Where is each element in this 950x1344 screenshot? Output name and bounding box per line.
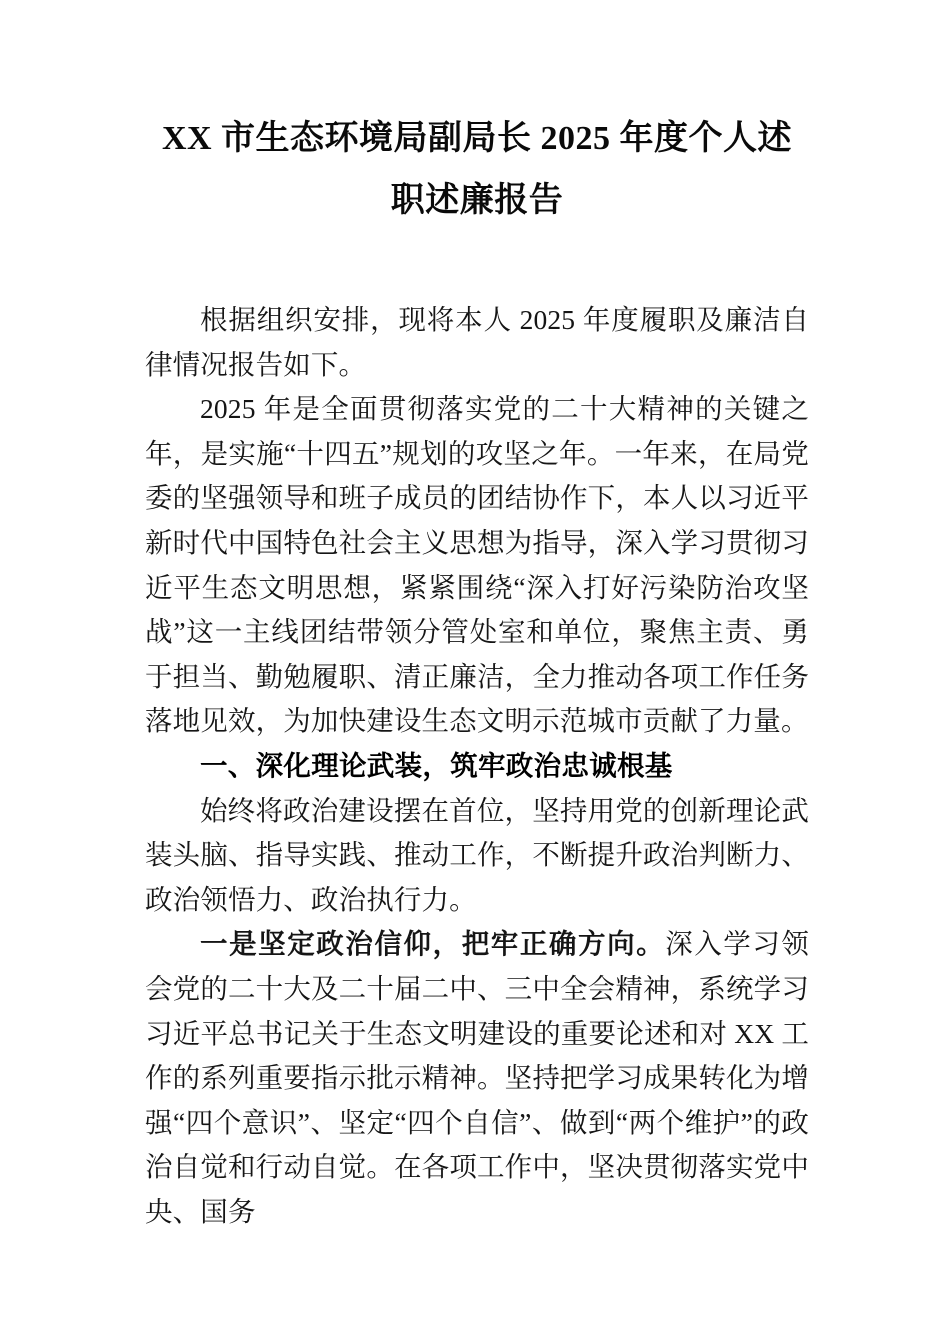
subsection-1-1-body: 深入学习领会党的二十大及二十届二中、三中全会精神，系统学习习近平总书记关于生态文明建设的重要论述和对 XX 工作的系列重要指示批示精神。坚持把学习成果转化为增强“四个意识”、坚定“四个自信”、做到“两个维护”的政治自觉和行动自觉。在各项工作中，坚决贯彻落实党中央、国务 — [145, 928, 810, 1227]
page-title — [145, 0, 809, 232]
title-line-1: XX 市生态环境局副局长 2025 年度个人述 — [161, 120, 793, 157]
subsection-1-1-paragraph — [145, 922, 809, 1234]
title-line-2: 职述廉报告 — [390, 182, 564, 219]
document-content-column — [145, 0, 809, 1234]
opening-paragraph: 根据组织安排，现将本人 2025 年度履职及廉洁自律情况报告如下。 — [145, 304, 809, 380]
section-1-intro-paragraph: 始终将政治建设摆在首位，坚持用党的创新理论武装头脑、指导实践、推动工作，不断提升政治判断力、政治领悟力、政治执行力。 — [145, 794, 809, 915]
subsection-1-1-lead-in: 一是坚定政治信仰，把牢正确方向。 — [200, 928, 666, 960]
overview-paragraph: 2025 年是全面贯彻落实党的二十大精神的关键之年，是实施“十四五”规划的攻坚之年。一年来，在局党委的坚强领导和班子成员的团结协作下，本人以习近平新时代中国特色社会主义思想为指导，深入学习贯彻习近平生态文明思想，紧紧围绕“深入打好污染防治攻坚战”这一主线团结带领分管处室和单位，聚焦主责、勇于担当、勤勉履职、清正廉洁，全力推动各项工作任务落地见效，为加快建设生态文明示范城市贡献了力量。 — [145, 393, 809, 737]
section-heading-1: 一、深化理论武装，筑牢政治忠诚根基 — [200, 749, 673, 781]
document-body — [145, 298, 809, 1234]
